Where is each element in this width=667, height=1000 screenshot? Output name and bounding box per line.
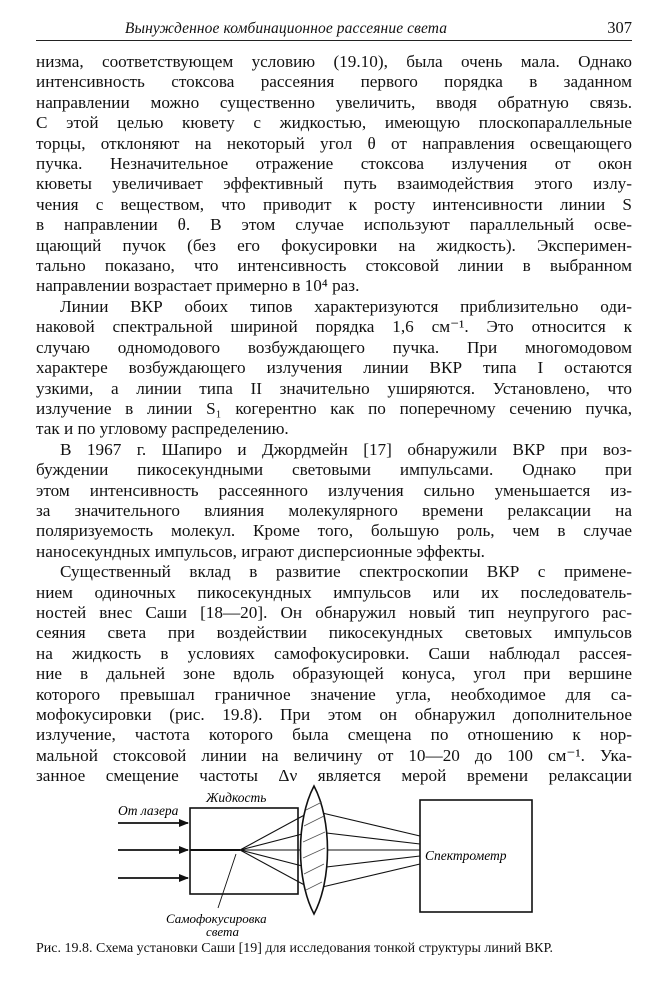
header-rule bbox=[36, 40, 632, 41]
text-line: буждении пикосекундными световыми импульсами. Однако при bbox=[36, 460, 632, 480]
text-line: пучка. Незначительное отражение стоксова излучения от окон bbox=[36, 154, 632, 174]
label-self-focusing: Самофокусировка bbox=[166, 911, 267, 926]
self-focusing-leader bbox=[218, 854, 236, 908]
text-line: излучение в линии S₁ когерентно как по поперечному сечению пучка, bbox=[36, 398, 632, 418]
text-line: В 1967 г. Шапиро и Джордмейн [17] обнаружили ВКР при воз- bbox=[60, 439, 632, 459]
text-line: направлении возрастает примерно в 10⁴ раз. bbox=[36, 276, 360, 296]
text-line: этом интенсивность рассеянного излучения сильно уменьшается из- bbox=[36, 480, 632, 500]
text-line: наносекундных импульсов, играют дисперсионные эффекты. bbox=[36, 541, 485, 561]
text-line: случаю одномодового возбуждающего пучка. При многомодовом bbox=[36, 337, 632, 357]
text-line: щающий пучок (без его фокусировки на жидкость). Эксперимен- bbox=[36, 235, 632, 255]
text-line: излучение, частота которого была смещена по отношению к нор- bbox=[36, 725, 632, 745]
text-line: наковой спектральной шириной порядка 1,6 см⁻¹. Это относится к bbox=[36, 317, 632, 337]
laser-input-arrows bbox=[118, 823, 188, 878]
text-line: Существенный вклад в развитие спектроскопии ВКР с примене- bbox=[60, 562, 632, 582]
figure-19-8-diagram bbox=[0, 780, 667, 940]
text-line: характере возбуждающего излучения линии ВКР типа I остаются bbox=[36, 358, 632, 378]
text-line: С этой целью кювету с жидкостью, имеющую плоскопараллельные bbox=[36, 113, 632, 133]
text-line: мофокусировки (рис. 19.8). При этом он обнаружил дополнительное bbox=[36, 705, 632, 724]
label-from-laser: От лазера bbox=[118, 803, 179, 818]
text-line: ностей внес Саши [18—20]. Он обнаружил новый тип неупругого рас- bbox=[36, 602, 632, 622]
page-header bbox=[36, 14, 632, 40]
text-line: низма, соответствующем условию (19.10), была очень мала. Однако bbox=[36, 52, 632, 71]
text-line: кюветы увеличивает эффективный путь взаимодействия этого излу- bbox=[36, 174, 632, 194]
text-line: которого превышал граничное значение угла, необходимое для са- bbox=[36, 684, 632, 704]
text-line: поляризуемость молекул. Кроме того, большую роль, чем в случае bbox=[36, 521, 632, 541]
text-line: за значительного влияния молекулярного времени релаксации на bbox=[36, 500, 632, 520]
text-line: тально показано, что интенсивность стоксовой линии в выбранном bbox=[36, 256, 632, 276]
text-line: интенсивность стоксова рассеяния первого порядка в заданном bbox=[36, 72, 632, 92]
text-line: узкими, а линии типа II значительно уширяются. Установлено, что bbox=[36, 378, 632, 398]
text-line: сеяния света при воздействии пикосекундных световых импульсов bbox=[36, 623, 632, 643]
lens bbox=[301, 786, 328, 914]
text-line: Линии ВКР обоих типов характеризуются приблизительно оди- bbox=[60, 296, 632, 316]
text-line: на жидкость в условиях самофокусировки. Саши наблюдал рассея- bbox=[36, 643, 632, 663]
text-line: ние в дальней зоне вдоль образующей конуса, угол при вершине bbox=[36, 664, 632, 684]
text-line: нием одиночных пикосекундных импульсов или их последователь- bbox=[36, 582, 632, 602]
label-spectrometer: Спектрометр bbox=[425, 848, 507, 863]
text-line: торцы, отклоняют на некоторый угол θ от направления освещающего bbox=[36, 133, 632, 153]
label-liquid: Жидкость bbox=[206, 790, 267, 805]
text-line: в направлении θ. В этом случае используют параллельный осве- bbox=[36, 215, 632, 235]
text-line: так и по угловому распределению. bbox=[36, 419, 289, 439]
text-line: занное смещение частоты Δν является мерой времени релаксации bbox=[36, 766, 632, 786]
text-line: мальной стоксовой линии на величину от 10—20 до 100 см⁻¹. Ука- bbox=[36, 745, 632, 765]
text-line: чения с веществом, что приводит к росту интенсивности линии S bbox=[36, 194, 632, 214]
label-self-focusing-light: света bbox=[206, 924, 240, 939]
text-line: направлении можно существенно увеличить, вводя обратную связь. bbox=[36, 92, 632, 112]
figure-caption: Рис. 19.8. Схема установки Саши [19] для исследования тонкой структуры линий ВКР. bbox=[36, 941, 554, 956]
running-title: Вынужденное комбинационное рассеяние света bbox=[124, 20, 448, 37]
page-number: 307 bbox=[607, 18, 632, 37]
body-text bbox=[36, 52, 632, 787]
